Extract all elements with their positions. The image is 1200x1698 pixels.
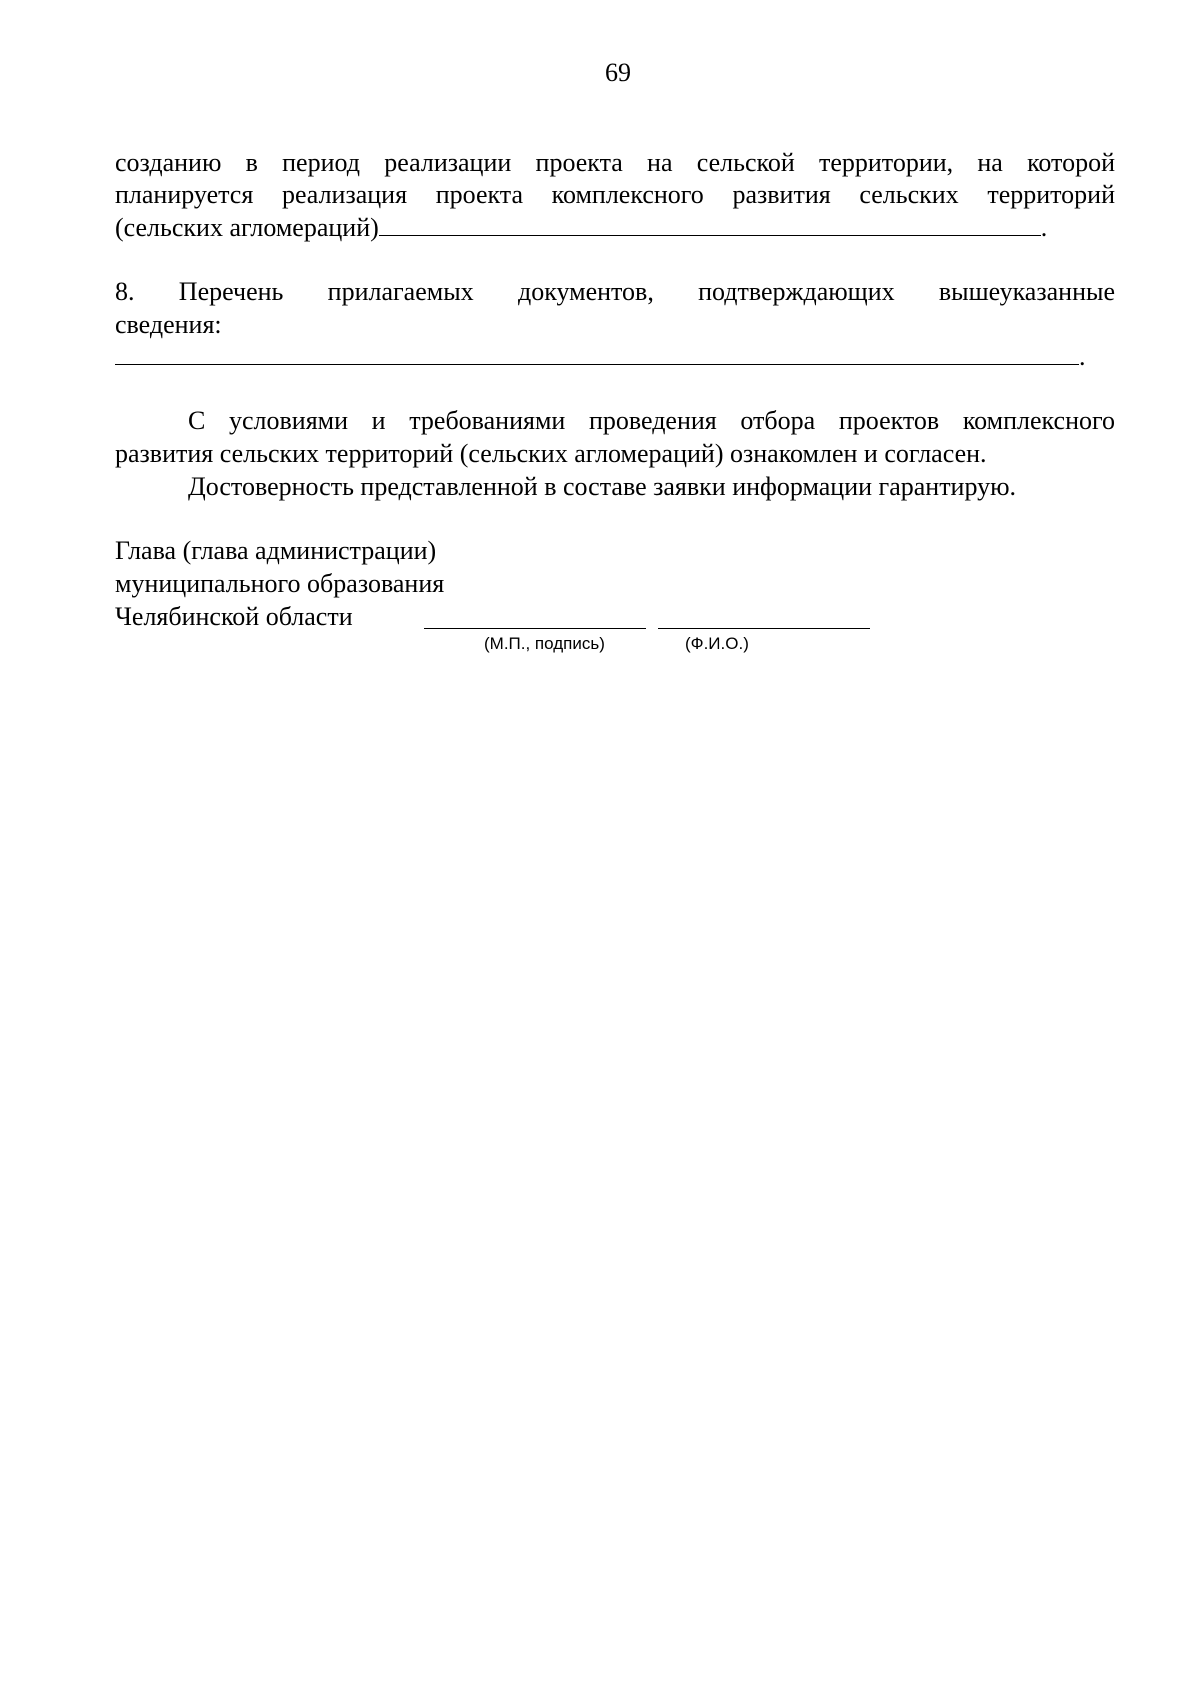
name-line (658, 628, 870, 629)
signature-line (424, 628, 646, 629)
section7-line2: планируется реализация проекта комплексного развития сельских территорий (115, 180, 1115, 209)
signatory-title-line3: Челябинской области (115, 602, 353, 631)
section8-blank-row (115, 340, 1115, 373)
section8-period: . (1079, 342, 1086, 371)
signatory-title-line2: муниципального образования (115, 569, 445, 598)
section7-period: . (1040, 213, 1048, 242)
agreement-line1: С условиями и требованиями проведения отбора проектов комплексного (188, 406, 1115, 435)
section8-line1: 8. Перечень прилагаемых документов, подтверждающих вышеуказанные (115, 277, 1115, 306)
signature-caption: (М.П., подпись) (484, 634, 605, 653)
signatory-title-line1: Глава (глава администрации) (115, 536, 437, 565)
agreement-line2: развития сельских территорий (сельских агломераций) ознакомлен и согласен. (115, 439, 987, 468)
name-caption: (Ф.И.О.) (685, 634, 749, 653)
section8-line2: сведения: (115, 310, 222, 339)
section7-blank-field (379, 211, 1041, 236)
section7-line3-text: (сельских агломераций) (115, 213, 379, 242)
page-number: 69 (605, 58, 631, 87)
section7-line1: созданию в период реализации проекта на сельской территории, на которой (115, 148, 1115, 177)
section7-line3 (115, 211, 1115, 244)
section8-blank-field (115, 340, 1079, 365)
agreement-line3: Достоверность представленной в составе заявки информации гарантирую. (188, 472, 1017, 501)
